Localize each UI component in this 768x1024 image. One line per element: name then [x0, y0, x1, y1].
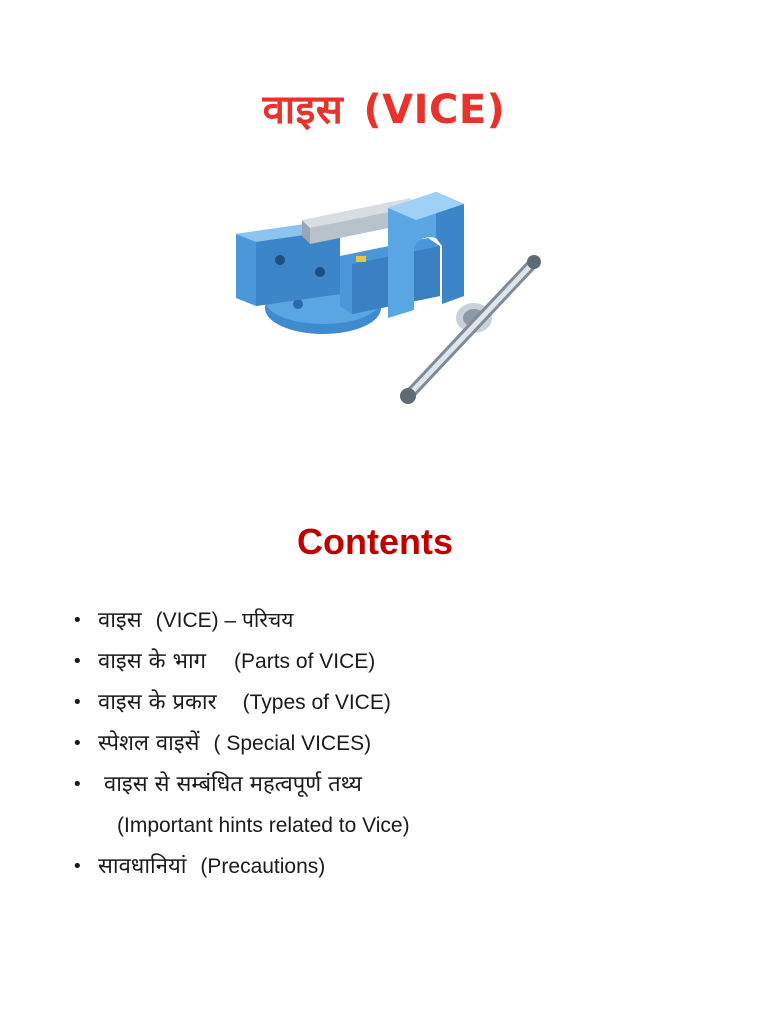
- contents-list: [72, 600, 712, 887]
- item-hindi: वाइस: [98, 608, 142, 633]
- contents-heading: Contents: [297, 521, 453, 562]
- bullet: •: [72, 610, 83, 631]
- bullet: •: [72, 692, 83, 713]
- list-item: [72, 682, 712, 723]
- item-english: (Important hints related to Vice): [117, 814, 410, 837]
- bullet: •: [72, 774, 83, 795]
- item-english: (Types of VICE): [242, 691, 391, 714]
- bullet: •: [72, 733, 83, 754]
- item-english: ( Special VICES): [213, 732, 372, 755]
- bench-vice-icon: [228, 186, 548, 416]
- title-english: (VICE): [363, 87, 506, 133]
- bullet: •: [72, 856, 83, 877]
- item-hindi: वाइस से सम्बंधित महत्वपूर्ण तथ्य: [104, 772, 362, 797]
- page-title: [0, 82, 768, 138]
- item-english: (VICE) – परिचय: [155, 609, 294, 632]
- list-item: [72, 764, 712, 846]
- bullet: •: [72, 651, 83, 672]
- list-item: [72, 723, 712, 764]
- list-item: [72, 641, 712, 682]
- list-item: [72, 846, 712, 887]
- title-hindi: वाइस: [262, 87, 344, 133]
- item-hindi: वाइस के प्रकार: [98, 690, 217, 715]
- item-hindi: सावधानियां: [98, 854, 187, 879]
- item-hindi: स्पेशल वाइसें: [98, 731, 200, 756]
- item-english: (Precautions): [200, 855, 326, 878]
- item-hindi: वाइस के भाग: [98, 649, 207, 674]
- item-english: (Parts of VICE): [234, 650, 376, 673]
- list-item: [72, 600, 712, 641]
- handle-knob-icon: [400, 388, 416, 404]
